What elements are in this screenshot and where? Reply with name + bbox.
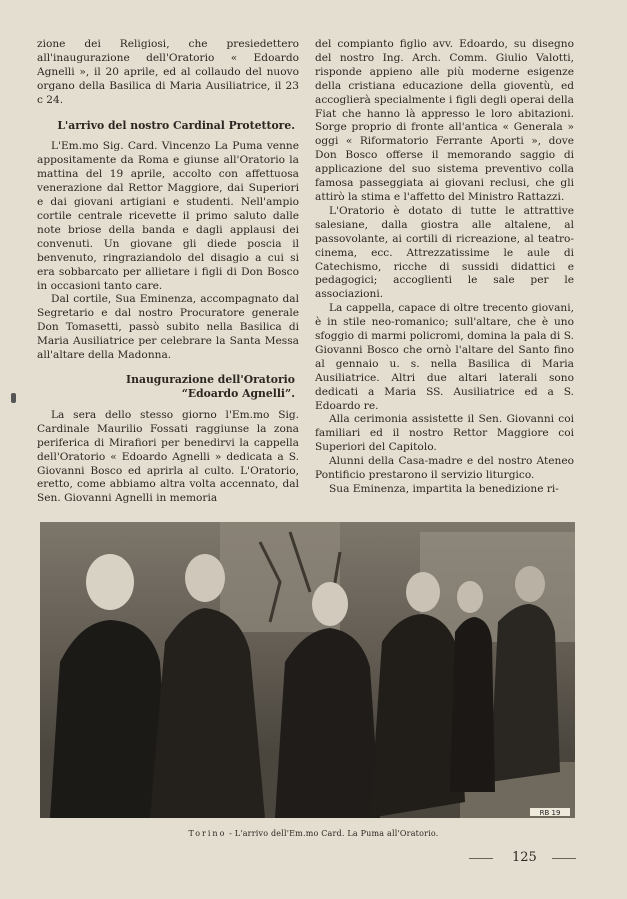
section-heading-oratorio-inauguration [37, 373, 299, 401]
page-number-dash-right [552, 858, 576, 859]
paragraph: L'Oratorio è dotato di tutte le attrattive salesiane, dalla giostra alle altalene, al passovolante, ai cortili di ricreazione, al teatro-cinema, ecc. Attrezzatissime le aule di Catechismo, ricche di sussidi didattici e pedagogici; accoglienti le sale per le associazioni. [315, 204, 574, 301]
paragraph: La cappella, capace di oltre trecento giovani, è in stile neo-romanico; sull'altare, che è uno sfoggio di marmi policromi, domina la pala di S. Giovanni Bosco che ornò l'altare del Santo fino al gennaio u. s. nella Basilica di Maria Ausiliatrice. Altri due altari laterali sono dedicati a Maria SS. Ausiliatrice ed a S. Edoardo re. [315, 302, 574, 412]
paragraph: del compianto figlio avv. Edoardo, su disegno del nostro Ing. Arch. Comm. Giulio Valotti, risponde appieno alle più moderne esigenze della cristiana educazione della gioventù, ed accoglierà specialmente i figli degli operai della Fiat che hanno là appresso le loro abitazioni. Sorge proprio di fronte all'antica « Generala » oggi « Riformatorio Ferrante Aporti », dove Don Bosco offerse il memorando saggio di applicazione del suo sistema preventivo colla famosa passeggiata ai giovani reclusi, che gli attirò la stima e l'affetto del Ministro Rattazzi. [315, 38, 574, 203]
margin-mark [11, 393, 16, 403]
page-number: 125 [512, 850, 537, 865]
left-column [37, 38, 299, 506]
paragraph: Sua Eminenza, impartita la benedizione ri- [329, 483, 559, 495]
photo-stamp: RB 19 [539, 809, 561, 817]
heading-line: Inaugurazione dell'Oratorio [126, 372, 295, 386]
paragraph: Dal cortile, Sua Eminenza, accompagnato dal Segretario e dal nostro Procuratore generale Don Tomasetti, passò subito nella Basilica di Maria Ausiliatrice per celebrare la Santa Messa all'altare della Madonna. [37, 293, 299, 362]
intro-paragraph: zione dei Religiosi, che presiedettero all'inaugurazione dell'Oratorio « Edoardo Agnelli », il 20 aprile, ed al collaudo del nuovo organo della Basilica di Maria Ausiliatrice, il 23 c 24. [37, 38, 299, 106]
photo-illustration [40, 522, 575, 818]
heading-line: “Edoardo Agnelli”. [181, 386, 295, 400]
photo-caption [0, 829, 627, 838]
photograph-cardinal-arrival [40, 522, 575, 818]
paragraph: L'Em.mo Sig. Card. Vincenzo La Puma venne appositamente da Roma e giunse all'Oratorio la mattina del 19 aprile, accolto con affettuosa venerazione dal Rettor Maggiore, dai Superiori e dai giovani artigiani e studenti. Nell'ampio cortile centrale ricevette il primo saluto dalle note briose della banda e dagli applausi dei convenuti. Un giovane gli diede poscia il benvenuto, ringraziandolo del disagio a cui si era sobbarcato per allietare i figli di Don Bosco in occasioni tanto care. [37, 140, 299, 292]
section-heading-cardinal-arrival: L'arrivo del nostro Cardinal Protettore. [57, 118, 295, 132]
caption-city: Torino [188, 829, 227, 838]
paragraph: Alla cerimonia assistette il Sen. Giovanni coi familiari ed il nostro Rettor Maggiore coi Superiori del Capitolo. [315, 413, 574, 454]
paragraph: Alunni della Casa-madre e del nostro Ateneo Pontificio prestarono il servizio liturgico. [315, 455, 574, 482]
right-column [315, 38, 574, 497]
page-number-dash-left [469, 858, 493, 859]
caption-text: - L'arrivo dell'Em.mo Card. La Puma all'Oratorio. [229, 829, 439, 838]
paragraph: La sera dello stesso giorno l'Em.mo Sig. Cardinale Maurilio Fossati raggiunse la zona periferica di Mirafiori per benedirvi la cappella dell'Oratorio « Edoardo Agnelli » dedicata a S. Giovanni Bosco ed aprirla al culto. L'Oratorio, eretto, come abbiamo altra volta accennato, dal Sen. Giovanni Agnelli in memoria [37, 408, 299, 505]
